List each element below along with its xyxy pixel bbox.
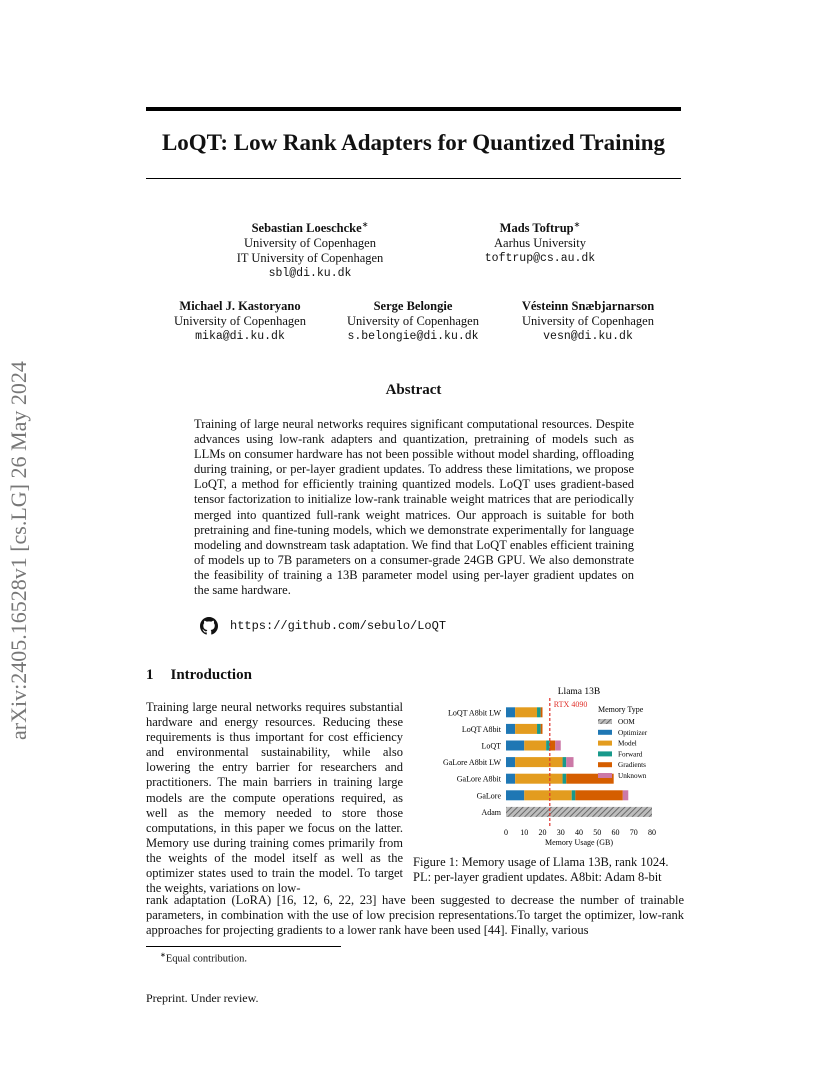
author-affiliation: IT University of Copenhagen: [236, 251, 384, 266]
bar-segment-optimizer: [506, 724, 515, 734]
author-email: sbl@di.ku.dk: [268, 267, 352, 281]
x-tick-label: 20: [538, 828, 547, 838]
bar-segment-model: [515, 724, 537, 734]
author-block: [160, 299, 320, 344]
bar-segment-forward: [537, 724, 541, 734]
reference-line-label: RTX 4090: [553, 700, 588, 709]
bar-segment-optimizer: [506, 707, 515, 717]
section-number: 1: [146, 667, 154, 683]
author-affiliation: University of Copenhagen: [347, 314, 479, 328]
memory-usage-chart: [410, 682, 685, 852]
author-email: toftrup@cs.au.dk: [484, 252, 596, 266]
footnote: [160, 951, 247, 965]
bar-segment-optimizer: [506, 757, 515, 767]
x-tick-label: 60: [611, 828, 620, 838]
bar-segment-forward: [572, 790, 576, 800]
author-block: [506, 299, 670, 344]
legend-swatch-oom: [598, 719, 612, 724]
x-tick-label: 80: [648, 828, 656, 838]
bar-segment-optimizer: [506, 741, 524, 751]
author-name: Mads Toftrup: [499, 221, 574, 236]
author-block: [210, 217, 410, 281]
github-link-line: [200, 617, 446, 635]
author-block: [333, 299, 493, 344]
legend-label: Forward: [618, 750, 643, 759]
x-tick-label: 0: [504, 828, 508, 838]
bar-segment-unknown: [623, 790, 628, 800]
author-affiliation: Aarhus University: [494, 236, 586, 251]
y-tick-label: Adam: [481, 807, 501, 817]
author-affiliation: University of Copenhagen: [522, 314, 654, 328]
bar-segment-model: [524, 741, 546, 751]
y-tick-label: GaLore A8bit LW: [442, 758, 501, 768]
intro-paragraph: Training large neural networks requires substantial hardware and energy resources. Reducing these requirements is thus important for cost efficiency and environmental sustainability, while also lowering the entry barrier for researchers and practitioners. The main barriers in training large models are the compute operations required, as well as the memory needed to store those computations, in this paper we focus on the latter. Memory use during training comes primarily from the weights of the model itself as well as the optimizer states used to train the model. To target the weights, variations on low-: [146, 700, 403, 896]
author-affiliation: University of Copenhagen: [244, 236, 376, 251]
bar-segment-model: [515, 707, 537, 717]
author-name: Vésteinn Snæbjarnarson: [521, 299, 655, 313]
bar-segment-model: [515, 774, 562, 784]
section-heading: [146, 667, 269, 684]
y-tick-label: LoQT A8bit: [461, 724, 501, 734]
footnote-text: Equal contribution.: [165, 953, 247, 965]
legend-label: Model: [618, 739, 637, 748]
x-tick-label: 30: [556, 828, 565, 838]
author-email: vesn@di.ku.dk: [543, 330, 633, 343]
title-top-rule: [146, 107, 681, 111]
x-axis-label: Memory Usage (GB): [545, 838, 613, 848]
x-tick-label: 40: [575, 828, 583, 838]
preprint-notice: Preprint. Under review.: [146, 991, 259, 1005]
author-name: Sebastian Loeschcke: [251, 221, 362, 236]
github-url-link[interactable]: https://github.com/sebulo/LoQT: [230, 619, 447, 633]
section-title: Introduction: [170, 667, 252, 683]
x-tick-label: 10: [520, 828, 529, 838]
legend-swatch-unknown: [598, 773, 612, 778]
y-tick-label: LoQT A8bit LW: [447, 708, 501, 718]
bar-segment-model: [515, 757, 562, 767]
author-email: mika@di.ku.dk: [195, 330, 285, 343]
bar-segment-forward: [537, 707, 541, 717]
author-name: Serge Belongie: [373, 299, 453, 313]
bar-segment-oom: [506, 807, 652, 817]
bar-segment-gradients: [541, 707, 543, 717]
footnote-rule: [146, 946, 341, 947]
author-block: [440, 217, 640, 266]
legend-title: Memory Type: [598, 705, 644, 714]
legend-swatch-optimizer: [598, 730, 612, 735]
bar-segment-model: [524, 790, 571, 800]
y-tick-label: LoQT: [481, 741, 501, 751]
bar-segment-unknown: [555, 741, 560, 751]
bar-segment-unknown: [566, 757, 573, 767]
bar-segment-optimizer: [506, 774, 515, 784]
y-tick-label: GaLore: [476, 791, 501, 801]
legend-swatch-forward: [598, 751, 612, 756]
equal-contribution-mark: ∗: [361, 220, 369, 229]
y-tick-label: GaLore A8bit: [456, 774, 501, 784]
bar-segment-forward: [563, 757, 567, 767]
author-name: Michael J. Kastoryano: [179, 299, 301, 313]
equal-contribution-mark: ∗: [573, 220, 581, 229]
x-tick-label: 50: [593, 828, 602, 838]
bar-segment-gradients: [575, 790, 622, 800]
legend-swatch-gradients: [598, 762, 612, 767]
abstract-text: Training of large neural networks requires significant computational resources. Despite advances using low-rank adapters and quantization, pretraining of models such as LLMs on consumer hardware has not been possible without model sharding, offloading during training, or per-layer gradient updates. To address these limitations, we propose LoQT, a method for efficiently training quantized models. LoQT uses gradient-based tensor factorization to initialize low-rank trainable weight matrices that are periodically merged into quantized full-rank weight matrices. Our approach is suitable for both pretraining and fine-tuning models, which we demonstrate experimentally for language modeling and downstream task adaptation. We find that LoQT enables efficient training of models up to 7B parameters on a consumer-grade 24GB GPU. We also demonstrate the feasibility of training a 13B parameter model using per-layer gradient updates on the same hardware.: [194, 417, 634, 598]
paper-title: LoQT: Low Rank Adapters for Quantized Training: [161, 130, 666, 155]
legend-swatch-model: [598, 741, 612, 746]
arxiv-identifier: arXiv:2405.16528v1 [cs.LG] 26 May 2024: [6, 361, 31, 740]
chart-title: Llama 13B: [557, 687, 601, 697]
github-icon: [200, 617, 218, 635]
title-bottom-rule: [146, 178, 681, 179]
bar-segment-forward: [563, 774, 567, 784]
figure-caption: Figure 1: Memory usage of Llama 13B, rank 1024. PL: per-layer gradient updates. A8bit: Adam 8-bit: [413, 855, 669, 885]
x-tick-label: 70: [629, 828, 638, 838]
bar-segment-gradients: [541, 724, 543, 734]
abstract-heading: Abstract: [385, 382, 442, 398]
author-affiliation: University of Copenhagen: [174, 314, 306, 328]
bar-segment-optimizer: [506, 790, 524, 800]
legend-label: Gradients: [618, 761, 646, 770]
legend-label: OOM: [618, 718, 635, 726]
body-paragraph-continued: rank adaptation (LoRA) [16, 12, 6, 22, 23] have been suggested to decrease the number of trainable parameters, in combination with the use of low precision representations.To target the optimizer, low-rank approaches for projecting gradients to a lower rank have been used [44]. Finally, various: [146, 893, 684, 938]
author-email: s.belongie@di.ku.dk: [347, 330, 479, 343]
bar-segment-gradients: [550, 741, 555, 751]
footnote-mark: ∗: [160, 951, 166, 959]
legend-label: Optimizer: [618, 728, 648, 737]
legend-label: Unknown: [618, 772, 647, 780]
